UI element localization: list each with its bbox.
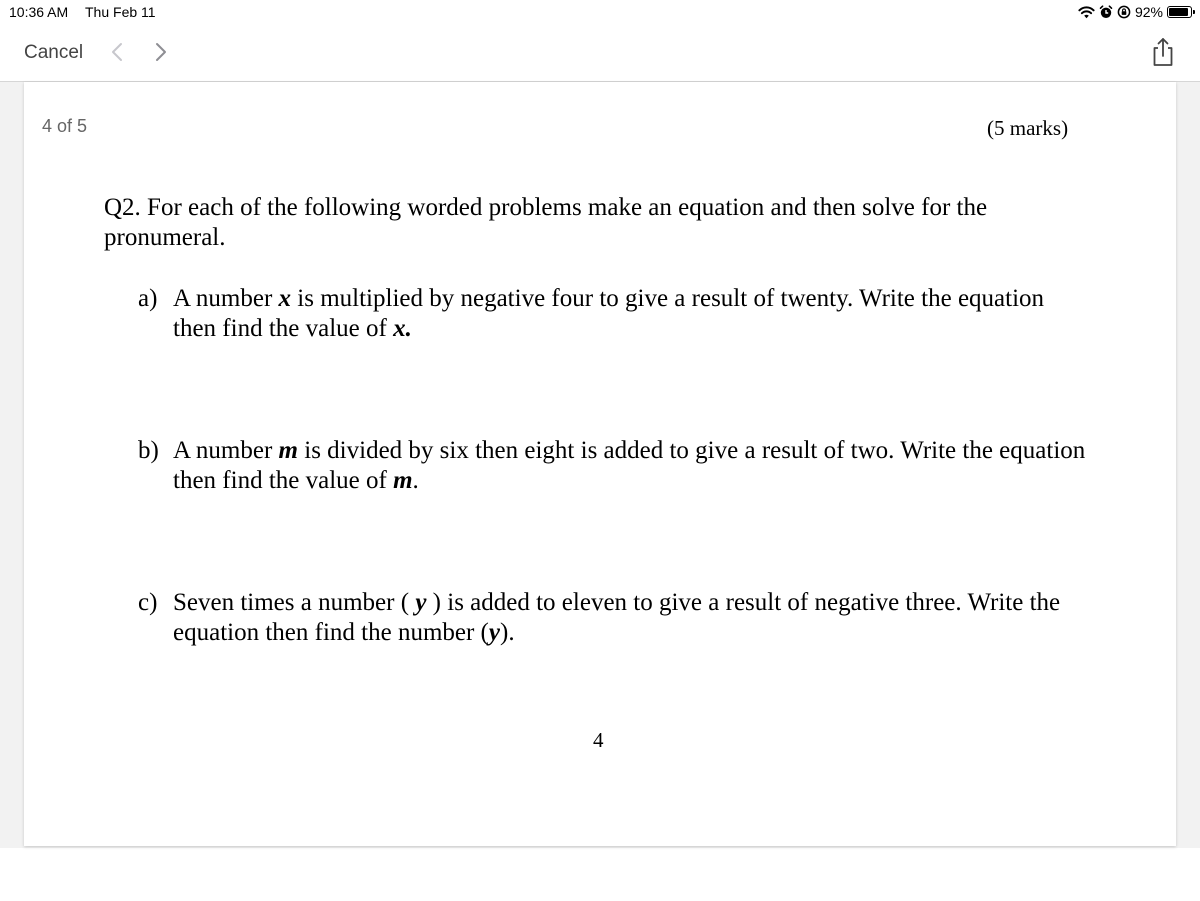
share-icon[interactable] (1150, 36, 1176, 68)
battery-level-fill (1169, 8, 1188, 16)
battery-percent: 92% (1134, 4, 1163, 20)
question-text: Q2. For each of the following worded problems make an equation and then solve for the pronumeral. (104, 194, 988, 251)
wifi-icon (1078, 5, 1095, 19)
part-text: A number m is divided by six then eight is added to give a result of two. Write the equation then find the value of m. (173, 437, 1086, 494)
status-icons (1078, 3, 1192, 21)
chevron-left-icon[interactable] (106, 40, 130, 64)
question-part-a (138, 284, 1088, 344)
toolbar (0, 30, 1200, 76)
question-part-c (138, 588, 1088, 648)
alarm-icon (1099, 5, 1113, 19)
battery-icon (1167, 6, 1192, 18)
status-bar (0, 0, 1200, 24)
part-text: A number x is multiplied by negative four to give a result of twenty. Write the equation then find the value of x. (173, 285, 1045, 342)
marks-label: (5 marks) (987, 116, 1069, 140)
question-part-b (138, 436, 1088, 496)
status-time: 10:36 AM (9, 4, 69, 20)
part-text: Seven times a number ( y ) is added to eleven to give a result of negative three. Write the equation then find the number (y). (173, 589, 1061, 646)
page-indicator: 4 of 5 (42, 116, 88, 136)
status-date: Thu Feb 11 (85, 4, 156, 20)
cancel-button[interactable]: Cancel (24, 42, 84, 63)
part-label: c) (138, 589, 158, 616)
chevron-right-icon[interactable] (148, 40, 172, 64)
page-number: 4 (593, 728, 604, 752)
part-label: b) (138, 437, 159, 464)
orientation-lock-icon (1117, 5, 1131, 19)
part-label: a) (138, 285, 158, 312)
